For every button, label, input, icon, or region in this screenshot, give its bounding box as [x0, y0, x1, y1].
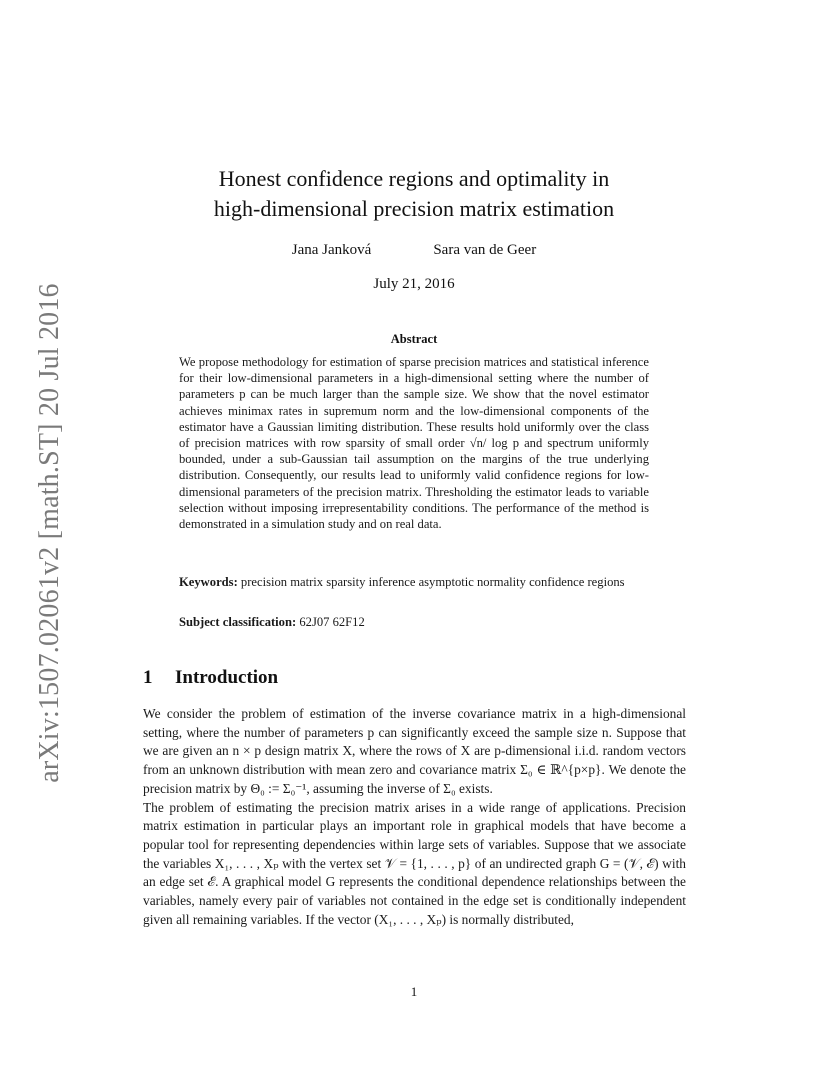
subject-classification — [179, 614, 649, 630]
section-heading — [143, 667, 278, 689]
keywords — [179, 574, 649, 590]
title-line-1: Honest confidence regions and optimality in — [218, 166, 610, 191]
subject-text: 62J07 62F12 — [299, 615, 365, 629]
keywords-text: precision matrix sparsity inference asymptotic normality confidence regions — [240, 575, 625, 589]
author-1: Jana Janková — [291, 242, 372, 258]
section-title: Introduction — [175, 667, 279, 688]
page-number: 1 — [410, 984, 418, 999]
intro-paragraph-1: We consider the problem of estimation of the inverse covariance matrix in a high-dimensional setting, where the number of parameters p can significantly exceed the sample size n. Suppose that we are given an n × p design matrix X, where the rows of X are p-dimensional i.i.d. random vectors from an unknown distribution with mean zero and covariance matrix Σ₀ ∈ ℝ^{p×p}. We denote the precision matrix by Θ₀ := Σ₀⁻¹, assuming the inverse of Σ₀ exists. — [143, 706, 686, 796]
arxiv-identifier: arXiv:1507.02061v2 [math.ST] 20 Jul 2016 — [34, 283, 65, 783]
author-list — [0, 242, 828, 259]
section-number: 1 — [143, 667, 153, 688]
introduction-body — [143, 705, 686, 929]
abstract-text: We propose methodology for estimation of sparse precision matrices and statistical inference for their low-dimensional parameters in a high-dimensional setting where the number of parameters p can be much larger than the sample size. We show that the novel estimator achieves minimax rates in supremum norm and the low-dimensional components of the estimator have a Gaussian limiting distribution. These results hold uniformly over the class of precision matrices with row sparsity of small order √n/ log p and spectrum uniformly bounded, under a sub-Gaussian tail assumption on the margins of the true underlying distribution. Consequently, our results lead to uniformly valid confidence regions for low-dimensional parameters of the precision matrix. Thresholding the estimator leads to variable selection without imposing irrepresentability conditions. The performance of the method is demonstrated in a simulation study and on real data. — [179, 355, 649, 532]
abstract-heading: Abstract — [390, 332, 438, 346]
author-2: Sara van de Geer — [433, 242, 537, 258]
paper-title — [0, 164, 828, 224]
intro-paragraph-2: The problem of estimating the precision matrix arises in a wide range of applications. Precision matrix estimation in particular plays an important role in graphical models that have become a popular tool for representing dependencies within large sets of variables. Suppose that we associate the variables X₁, . . . , Xₚ with the vertex set 𝒱 = {1, . . . , p} of an undirected graph G = (𝒱, ℰ) with an edge set ℰ. A graphical model G represents the conditional dependence relationships between the variables, namely every pair of variables not contained in the edge set is conditionally independent given all remaining variables. If the vector (X₁, . . . , Xₚ) is normally distributed, — [143, 799, 686, 927]
title-line-2: high-dimensional precision matrix estimation — [213, 196, 615, 221]
subject-label: Subject classification: — [179, 615, 297, 629]
publication-date: July 21, 2016 — [373, 276, 455, 292]
keywords-label: Keywords: — [179, 575, 238, 589]
